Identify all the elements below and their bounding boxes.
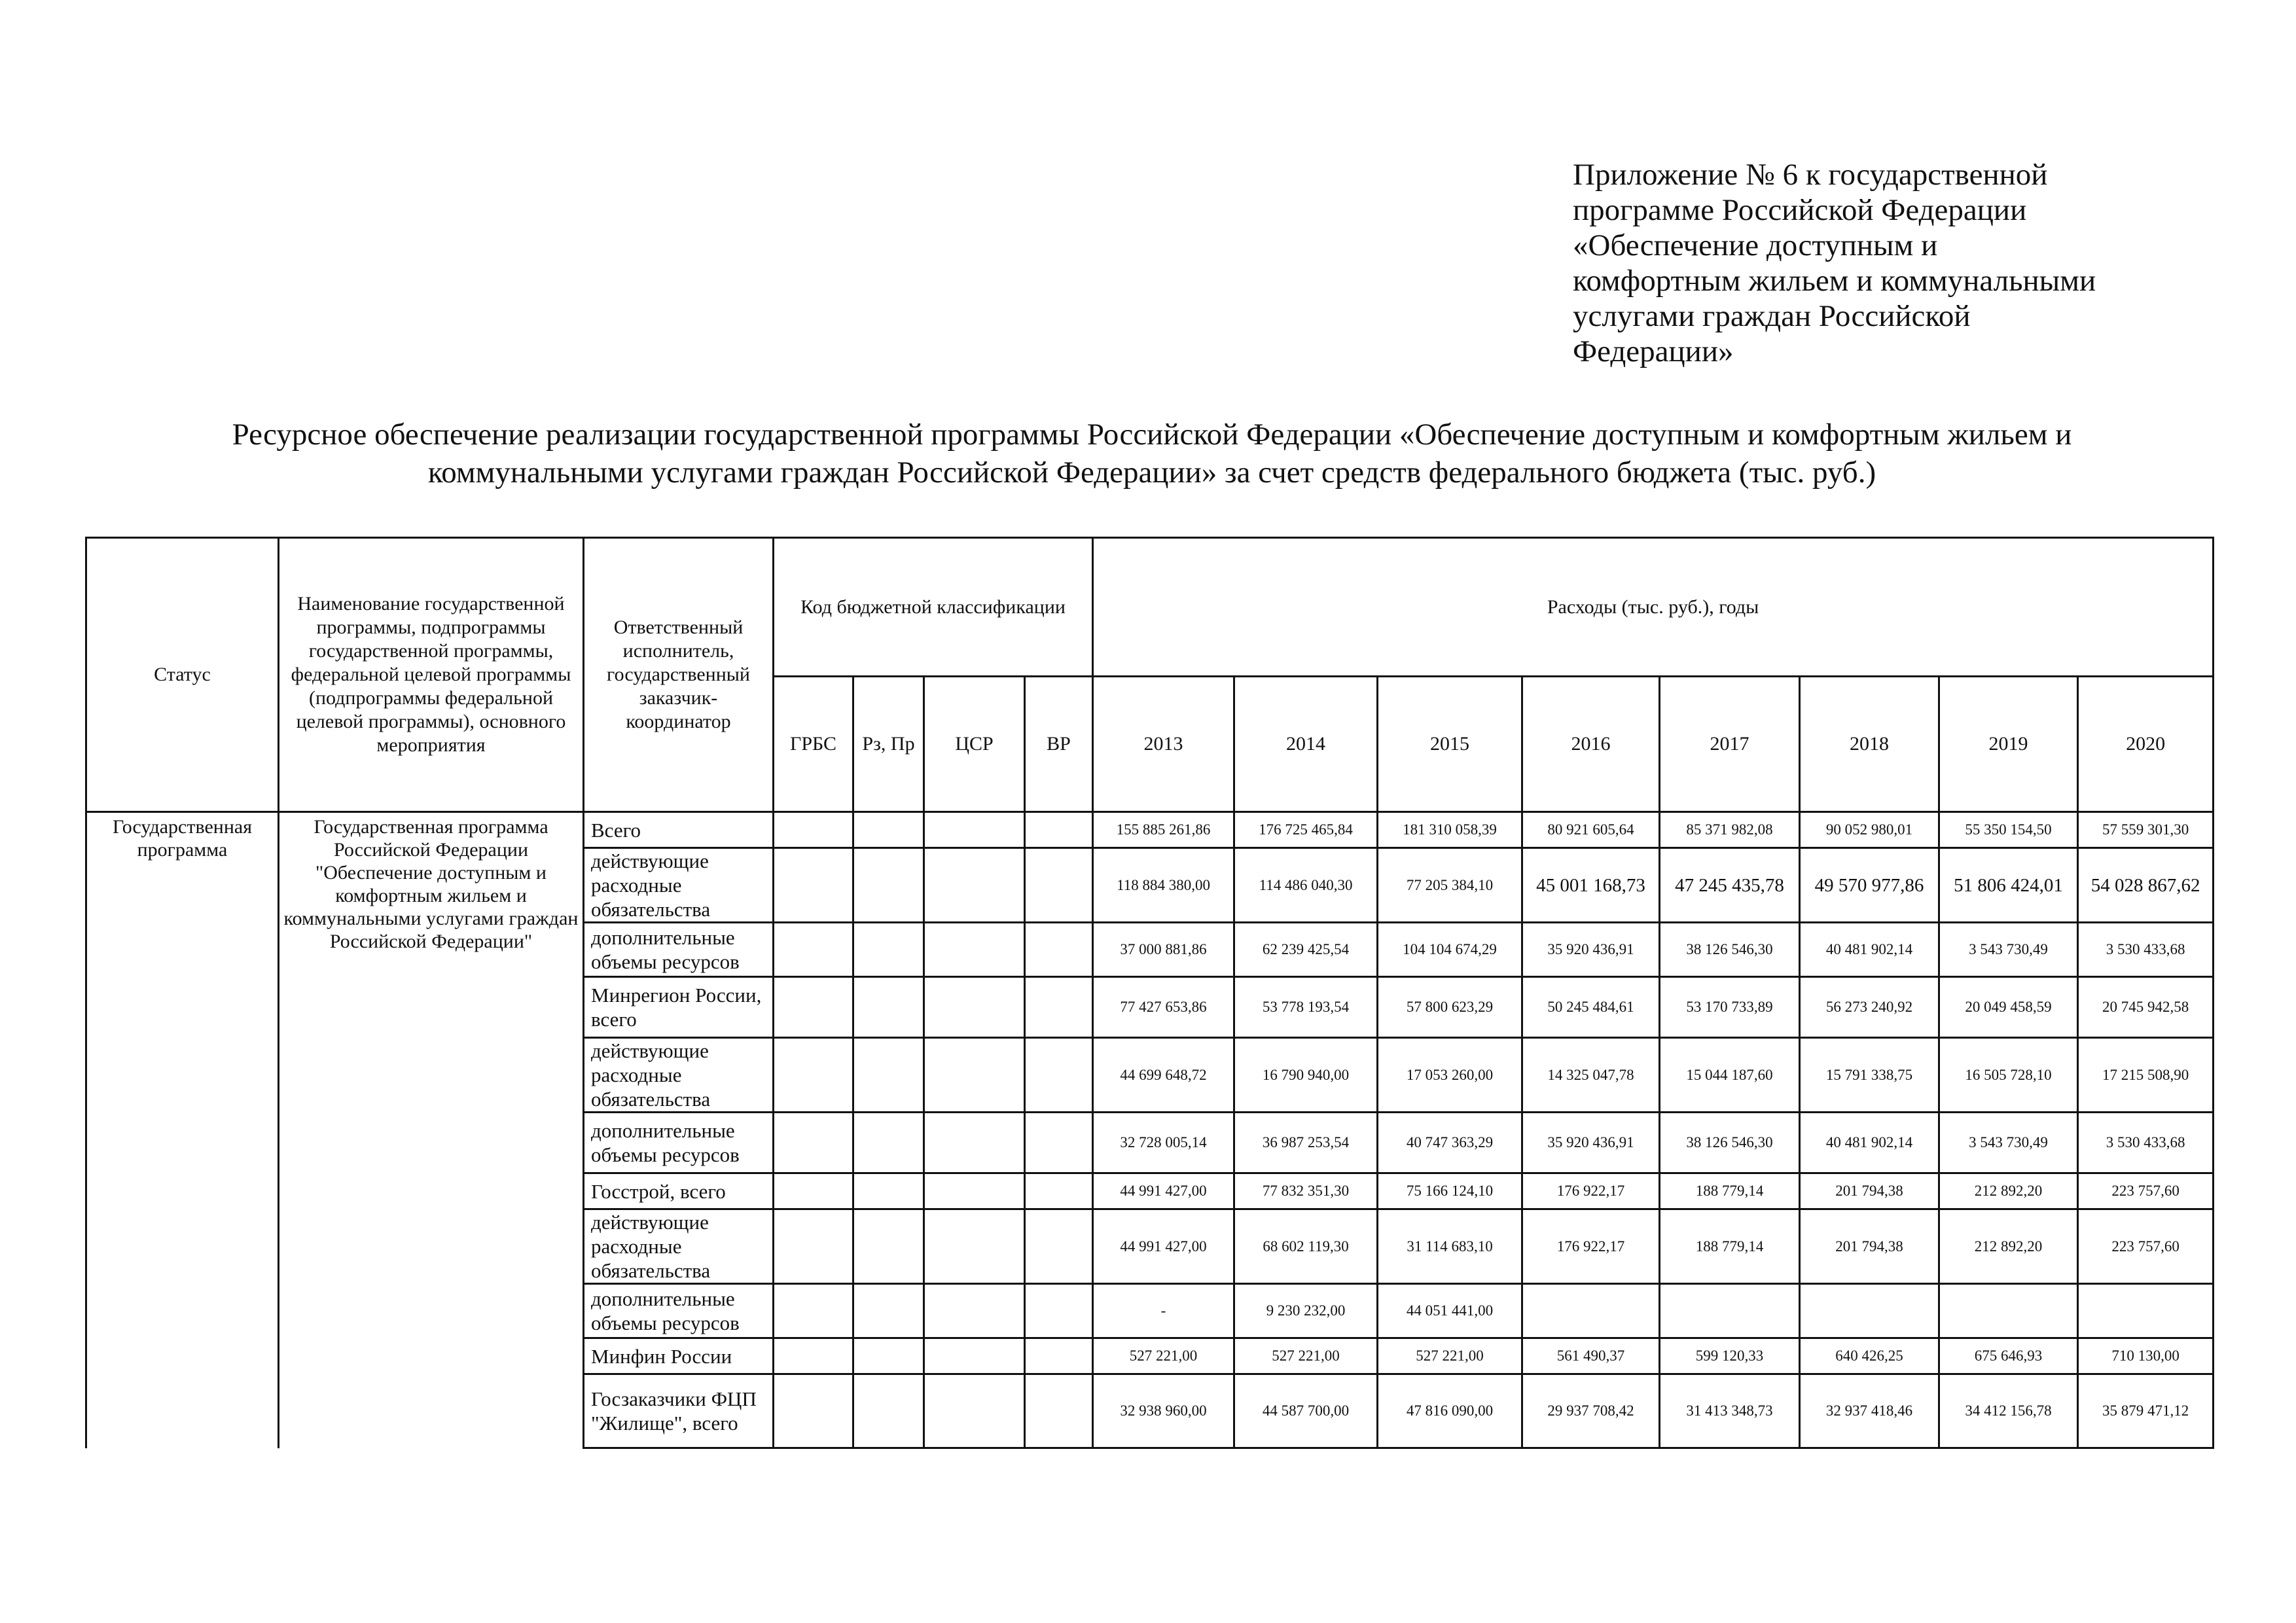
header-year: 2019 <box>1939 677 2078 812</box>
appendix-note <box>1573 157 2227 369</box>
value-cell: 201 794,38 <box>1800 1173 1939 1209</box>
value-cell: 3 543 730,49 <box>1939 1113 2078 1173</box>
grbs-cell <box>774 1209 853 1284</box>
rzpr-cell <box>853 812 924 848</box>
vr-cell <box>1025 977 1093 1038</box>
value-cell: 561 490,37 <box>1522 1338 1660 1374</box>
value-cell: 181 310 058,39 <box>1378 812 1522 848</box>
value-cell <box>2078 1284 2214 1338</box>
value-cell: 9 230 232,00 <box>1234 1284 1378 1338</box>
value-cell: 29 937 708,42 <box>1522 1374 1660 1448</box>
rzpr-cell <box>853 1113 924 1173</box>
value-cell: 212 892,20 <box>1939 1173 2078 1209</box>
value-cell: 45 001 168,73 <box>1522 848 1660 923</box>
rzpr-cell <box>853 1173 924 1209</box>
value-cell <box>1800 1284 1939 1338</box>
value-cell: 32 937 418,46 <box>1800 1374 1939 1448</box>
row-label: дополнительные объемы ресурсов <box>584 923 774 977</box>
value-cell: 32 728 005,14 <box>1093 1113 1234 1173</box>
value-cell: 90 052 980,01 <box>1800 812 1939 848</box>
grbs-cell <box>774 1374 853 1448</box>
value-cell: 223 757,60 <box>2078 1209 2214 1284</box>
resource-table <box>85 537 2214 1449</box>
value-cell: 75 166 124,10 <box>1378 1173 1522 1209</box>
appendix-line: программе Российской Федерации <box>1573 193 2027 227</box>
value-cell: 599 120,33 <box>1660 1338 1800 1374</box>
value-cell: 20 049 458,59 <box>1939 977 2078 1038</box>
header-status: Статус <box>86 538 279 812</box>
row-label: действующие расходные обязательства <box>584 1209 774 1284</box>
value-cell: 40 481 902,14 <box>1800 1113 1939 1173</box>
vr-cell <box>1025 812 1093 848</box>
value-cell: 37 000 881,86 <box>1093 923 1234 977</box>
appendix-line: комфортным жильем и коммунальными <box>1573 264 2096 298</box>
value-cell: 49 570 977,86 <box>1800 848 1939 923</box>
vr-cell <box>1025 1173 1093 1209</box>
value-cell: 15 044 187,60 <box>1660 1038 1800 1113</box>
value-cell: 176 725 465,84 <box>1234 812 1378 848</box>
value-cell: - <box>1093 1284 1234 1338</box>
rzpr-cell <box>853 977 924 1038</box>
value-cell: 118 884 380,00 <box>1093 848 1234 923</box>
program-name-cell: Государственная программа Российской Федерации "Обеспечение доступным и комфортным жильем и коммунальными услугами граждан Российской Федерации" <box>279 812 584 1448</box>
value-cell: 675 646,93 <box>1939 1338 2078 1374</box>
value-cell: 35 879 471,12 <box>2078 1374 2214 1448</box>
value-cell: 44 051 441,00 <box>1378 1284 1522 1338</box>
rzpr-cell <box>853 1209 924 1284</box>
value-cell: 53 778 193,54 <box>1234 977 1378 1038</box>
value-cell: 104 104 674,29 <box>1378 923 1522 977</box>
value-cell: 114 486 040,30 <box>1234 848 1378 923</box>
value-cell: 56 273 240,92 <box>1800 977 1939 1038</box>
grbs-cell <box>774 1284 853 1338</box>
rzpr-cell <box>853 1338 924 1374</box>
value-cell: 44 991 427,00 <box>1093 1209 1234 1284</box>
value-cell: 3 530 433,68 <box>2078 1113 2214 1173</box>
value-cell: 50 245 484,61 <box>1522 977 1660 1038</box>
rzpr-cell <box>853 923 924 977</box>
value-cell: 527 221,00 <box>1093 1338 1234 1374</box>
header-year: 2017 <box>1660 677 1800 812</box>
value-cell: 35 920 436,91 <box>1522 923 1660 977</box>
grbs-cell <box>774 1038 853 1113</box>
table-row <box>86 812 2214 848</box>
document-title <box>98 416 2206 491</box>
appendix-line: Федерации» <box>1573 334 1734 368</box>
grbs-cell <box>774 1173 853 1209</box>
value-cell: 55 350 154,50 <box>1939 812 2078 848</box>
title-line-2: коммунальными услугами граждан Российской Федерации» за счет средств федерального бюджета (тыс. руб.) <box>427 455 1876 490</box>
value-cell: 85 371 982,08 <box>1660 812 1800 848</box>
row-label: Госзаказчики ФЦП "Жилище", всего <box>584 1374 774 1448</box>
value-cell: 155 885 261,86 <box>1093 812 1234 848</box>
value-cell: 40 481 902,14 <box>1800 923 1939 977</box>
vr-cell <box>1025 1284 1093 1338</box>
row-label: действующие расходные обязательства <box>584 848 774 923</box>
value-cell: 31 114 683,10 <box>1378 1209 1522 1284</box>
row-label: Всего <box>584 812 774 848</box>
vr-cell <box>1025 848 1093 923</box>
value-cell: 32 938 960,00 <box>1093 1374 1234 1448</box>
header-row-1 <box>86 538 2214 677</box>
value-cell: 57 800 623,29 <box>1378 977 1522 1038</box>
value-cell: 44 699 648,72 <box>1093 1038 1234 1113</box>
value-cell: 710 130,00 <box>2078 1338 2214 1374</box>
value-cell: 34 412 156,78 <box>1939 1374 2078 1448</box>
value-cell: 176 922,17 <box>1522 1173 1660 1209</box>
row-label: Минрегион России, всего <box>584 977 774 1038</box>
grbs-cell <box>774 812 853 848</box>
value-cell: 527 221,00 <box>1378 1338 1522 1374</box>
value-cell: 527 221,00 <box>1234 1338 1378 1374</box>
value-cell: 38 126 546,30 <box>1660 1113 1800 1173</box>
vr-cell <box>1025 1113 1093 1173</box>
value-cell: 77 832 351,30 <box>1234 1173 1378 1209</box>
csr-cell <box>924 1113 1025 1173</box>
csr-cell <box>924 1284 1025 1338</box>
csr-cell <box>924 977 1025 1038</box>
header-csr: ЦСР <box>924 677 1025 812</box>
value-cell: 14 325 047,78 <box>1522 1038 1660 1113</box>
header-rzpr: Рз, Пр <box>853 677 924 812</box>
row-label: действующие расходные обязательства <box>584 1038 774 1113</box>
value-cell: 51 806 424,01 <box>1939 848 2078 923</box>
grbs-cell <box>774 1113 853 1173</box>
value-cell: 223 757,60 <box>2078 1173 2214 1209</box>
value-cell: 62 239 425,54 <box>1234 923 1378 977</box>
value-cell: 16 505 728,10 <box>1939 1038 2078 1113</box>
header-expenses: Расходы (тыс. руб.), годы <box>1093 538 2214 677</box>
header-year: 2020 <box>2078 677 2214 812</box>
appendix-line: «Обеспечение доступным и <box>1573 228 1938 262</box>
header-grbs: ГРБС <box>774 677 853 812</box>
value-cell: 188 779,14 <box>1660 1173 1800 1209</box>
header-executor: Ответственный исполнитель, государственный заказчик-координатор <box>584 538 774 812</box>
csr-cell <box>924 1173 1025 1209</box>
value-cell: 68 602 119,30 <box>1234 1209 1378 1284</box>
header-year: 2018 <box>1800 677 1939 812</box>
value-cell: 17 053 260,00 <box>1378 1038 1522 1113</box>
vr-cell <box>1025 923 1093 977</box>
vr-cell <box>1025 1338 1093 1374</box>
row-label: дополнительные объемы ресурсов <box>584 1284 774 1338</box>
value-cell <box>1522 1284 1660 1338</box>
appendix-line: услугами граждан Российской <box>1573 299 1971 333</box>
rzpr-cell <box>853 1374 924 1448</box>
value-cell: 77 427 653,86 <box>1093 977 1234 1038</box>
appendix-line: Приложение № 6 к государственной <box>1573 158 2048 192</box>
value-cell: 16 790 940,00 <box>1234 1038 1378 1113</box>
row-label: Минфин России <box>584 1338 774 1374</box>
rzpr-cell <box>853 1284 924 1338</box>
value-cell: 44 991 427,00 <box>1093 1173 1234 1209</box>
value-cell: 3 530 433,68 <box>2078 923 2214 977</box>
value-cell <box>1660 1284 1800 1338</box>
value-cell: 44 587 700,00 <box>1234 1374 1378 1448</box>
value-cell: 188 779,14 <box>1660 1209 1800 1284</box>
value-cell: 35 920 436,91 <box>1522 1113 1660 1173</box>
csr-cell <box>924 1038 1025 1113</box>
csr-cell <box>924 812 1025 848</box>
vr-cell <box>1025 1038 1093 1113</box>
csr-cell <box>924 1338 1025 1374</box>
status-cell: Государственная программа <box>86 812 279 1448</box>
value-cell: 640 426,25 <box>1800 1338 1939 1374</box>
header-year: 2015 <box>1378 677 1522 812</box>
vr-cell <box>1025 1209 1093 1284</box>
value-cell: 212 892,20 <box>1939 1209 2078 1284</box>
header-vr: ВР <box>1025 677 1093 812</box>
header-year: 2016 <box>1522 677 1660 812</box>
value-cell: 20 745 942,58 <box>2078 977 2214 1038</box>
grbs-cell <box>774 848 853 923</box>
value-cell: 31 413 348,73 <box>1660 1374 1800 1448</box>
value-cell: 176 922,17 <box>1522 1209 1660 1284</box>
value-cell: 15 791 338,75 <box>1800 1038 1939 1113</box>
csr-cell <box>924 1374 1025 1448</box>
header-year: 2013 <box>1093 677 1234 812</box>
csr-cell <box>924 923 1025 977</box>
grbs-cell <box>774 1338 853 1374</box>
value-cell: 3 543 730,49 <box>1939 923 2078 977</box>
csr-cell <box>924 1209 1025 1284</box>
csr-cell <box>924 848 1025 923</box>
header-budget-code: Код бюджетной классификации <box>774 538 1093 677</box>
value-cell: 201 794,38 <box>1800 1209 1939 1284</box>
title-line-1: Ресурсное обеспечение реализации государственной программы Российской Федерации «Обеспечение доступным и комфортным жильем и <box>232 418 2072 452</box>
row-label: Госстрой, всего <box>584 1173 774 1209</box>
value-cell: 40 747 363,29 <box>1378 1113 1522 1173</box>
value-cell: 80 921 605,64 <box>1522 812 1660 848</box>
value-cell: 57 559 301,30 <box>2078 812 2214 848</box>
value-cell: 54 028 867,62 <box>2078 848 2214 923</box>
grbs-cell <box>774 923 853 977</box>
value-cell: 77 205 384,10 <box>1378 848 1522 923</box>
header-year: 2014 <box>1234 677 1378 812</box>
value-cell: 17 215 508,90 <box>2078 1038 2214 1113</box>
value-cell: 47 816 090,00 <box>1378 1374 1522 1448</box>
header-name: Наименование государственной программы, подпрограммы государственной программы, федеральной целевой программы (подпрограммы федеральной целевой программы), основного мероприятия <box>279 538 584 812</box>
value-cell <box>1939 1284 2078 1338</box>
value-cell: 36 987 253,54 <box>1234 1113 1378 1173</box>
value-cell: 53 170 733,89 <box>1660 977 1800 1038</box>
rzpr-cell <box>853 848 924 923</box>
grbs-cell <box>774 977 853 1038</box>
value-cell: 47 245 435,78 <box>1660 848 1800 923</box>
value-cell: 38 126 546,30 <box>1660 923 1800 977</box>
row-label: дополнительные объемы ресурсов <box>584 1113 774 1173</box>
rzpr-cell <box>853 1038 924 1113</box>
vr-cell <box>1025 1374 1093 1448</box>
table-body <box>86 812 2214 1448</box>
